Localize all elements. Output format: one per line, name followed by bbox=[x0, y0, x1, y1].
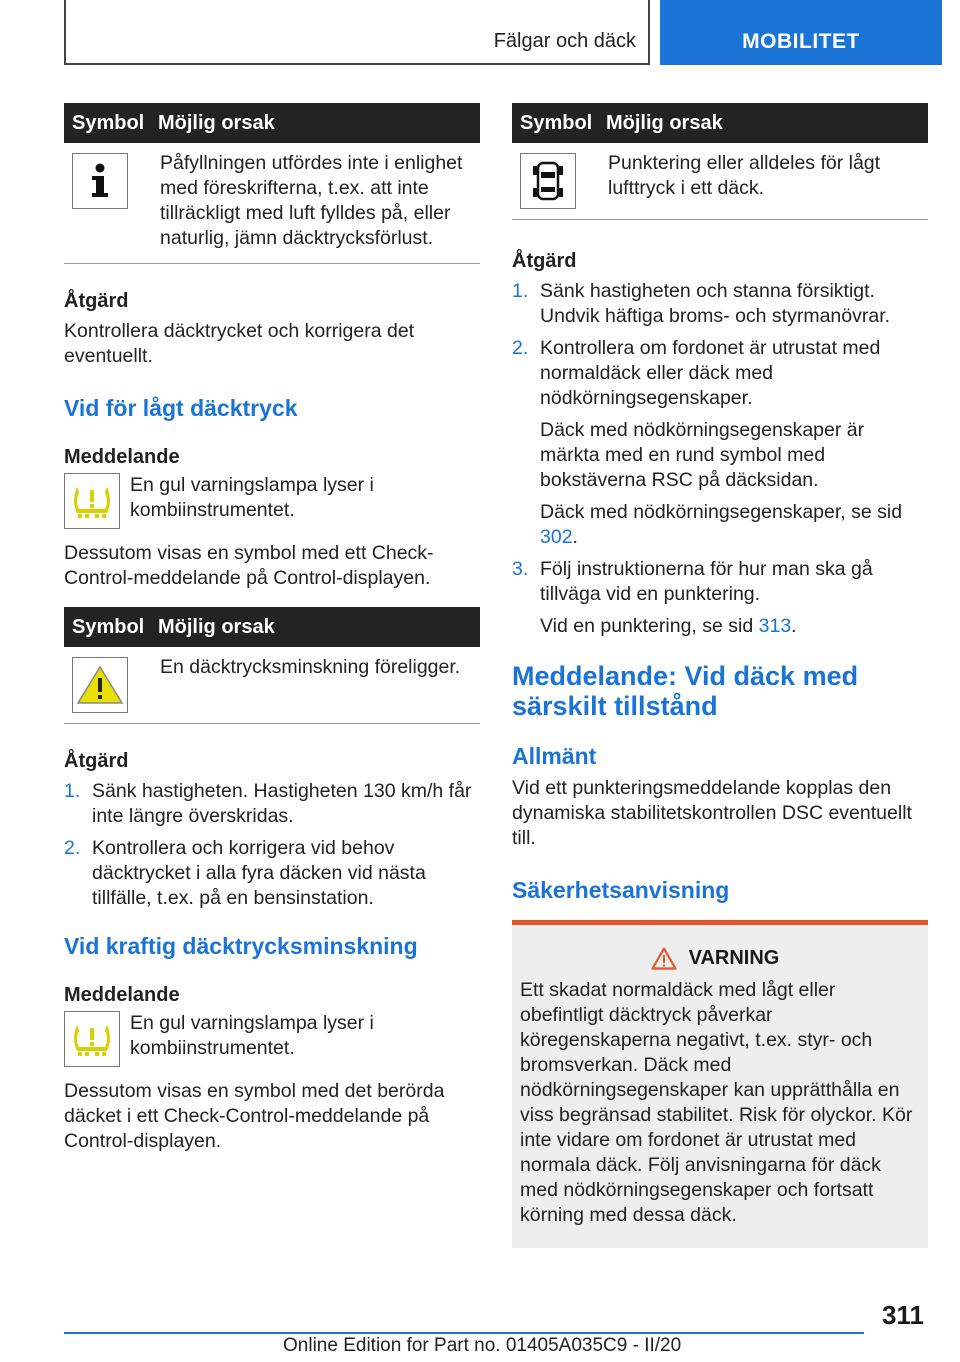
message-block bbox=[64, 1011, 480, 1067]
cause-text: Punktering eller alldeles för lågt lufttryck i ett däck. bbox=[608, 152, 881, 199]
message-label: Meddelande bbox=[64, 984, 180, 1006]
general-text: Vid ett punkteringsmeddelande kopplas den dynamiska stabilitetskontrollen DSC eventuellt till. bbox=[512, 777, 912, 849]
table-row bbox=[64, 143, 480, 264]
left-column bbox=[64, 103, 480, 1154]
table-cause-info bbox=[64, 103, 480, 264]
warning-title: VARNING bbox=[520, 947, 920, 970]
heading-low-pressure: Vid för lågt däcktryck bbox=[64, 395, 298, 421]
message-text: En gul varningslampa lyser i kombiinstrumentet. bbox=[130, 474, 374, 521]
col-symbol-header: Symbol bbox=[72, 111, 145, 134]
action-label: Åtgärd bbox=[512, 250, 577, 272]
list-item: 1. Sänk hastigheten och stanna försiktigt. Undvik häftiga broms- och styrmanövrar. bbox=[512, 280, 891, 327]
table-header bbox=[512, 103, 928, 143]
list-item: 3. Följ instruktionerna för hur man ska gå tillväga vid en punktering. Vid en punktering, se sid 313. bbox=[512, 558, 873, 637]
car-tire-icon bbox=[520, 153, 576, 209]
also-text: Dessutom visas en symbol med ett Check-Control-meddelande på Control-displayen. bbox=[64, 542, 434, 589]
table-header bbox=[64, 607, 480, 647]
message-text: En gul varningslampa lyser i kombiinstrumentet. bbox=[130, 1012, 374, 1059]
page-number: 311 bbox=[882, 1300, 924, 1330]
table-row bbox=[512, 143, 928, 220]
message-block bbox=[64, 473, 480, 529]
action-steps bbox=[64, 779, 480, 911]
table-header bbox=[64, 103, 480, 143]
warning-icon bbox=[651, 947, 677, 970]
info-icon bbox=[72, 153, 128, 209]
heading-general: Allmänt bbox=[512, 743, 597, 769]
list-item: 2. Kontrollera om fordonet är utrustat med normaldäck eller däck med nödkörningsegenskaper. Däck med nödkörningsegenskaper är märkta med en rund symbol med bokstäverna RSC på däcksidan. Däck med nödkörningsegenskaper, se sid 302. bbox=[512, 337, 903, 548]
warning-box bbox=[512, 920, 928, 1248]
right-column bbox=[512, 103, 928, 1248]
cause-text: En däcktrycksminskning föreligger. bbox=[160, 656, 461, 678]
table-row bbox=[64, 647, 480, 724]
warning-text: Ett skadat normaldäck med lågt eller obefintligt däcktryck påverkar köregenskaperna negativt, t.ex. styr- och bromsverkan. Däck med nödkörningsegenskaper kan upprätthålla en viss begränsad stabilitet. Risk för olyckor. Kör inte vidare om fordonet är utrustat med normala däck. Följ anvisningarna för däck med nödkörningsegenskaper och fortsatt körning med dessa däck. bbox=[520, 979, 913, 1226]
warning-triangle-icon bbox=[72, 657, 128, 713]
heading-strong-loss: Vid kraftig däcktrycksminskning bbox=[64, 933, 418, 959]
page-link-313[interactable]: 313 bbox=[758, 615, 792, 637]
list-item: 2. Kontrollera och korrigera vid behov däcktrycket i alla fyra däcken vid nästa tillfälle, t.ex. på en bensinstation. bbox=[64, 837, 426, 909]
table-puncture bbox=[512, 103, 928, 220]
tpms-warning-icon bbox=[64, 1011, 120, 1067]
col-cause-header: Möjlig orsak bbox=[158, 111, 275, 134]
also-text: Dessutom visas en symbol med det berörda däcket i ett Check-Control-meddelande på Control-displayen. bbox=[64, 1080, 445, 1152]
heading-safety: Säkerhetsanvisning bbox=[512, 877, 730, 903]
col-cause-header: Möjlig orsak bbox=[158, 615, 275, 638]
action-label: Åtgärd bbox=[64, 290, 129, 312]
col-symbol-header: Symbol bbox=[520, 111, 593, 134]
message-label: Meddelande bbox=[64, 446, 180, 468]
table-low-pressure bbox=[64, 607, 480, 724]
cause-text: Påfyllningen utfördes inte i enlighet med föreskrifterna, t.ex. att inte tillräckligt med luft fylldes på, eller naturlig, jämn däcktrycksförlust. bbox=[160, 152, 463, 249]
section-title: Fälgar och däck bbox=[493, 30, 636, 52]
edition-text: Online Edition for Part no. 01405A035C9 - II/20 bbox=[283, 1335, 682, 1356]
list-item: 1. Sänk hastigheten. Hastigheten 130 km/h får inte längre överskridas. bbox=[64, 780, 472, 827]
page-link-302[interactable]: 302 bbox=[540, 526, 573, 548]
tpms-warning-icon bbox=[64, 473, 120, 529]
action-text: Kontrollera däcktrycket och korrigera det eventuellt. bbox=[64, 320, 415, 367]
heading-special-tires: Meddelande: Vid däck med särskilt tillstånd bbox=[512, 661, 859, 721]
action-label: Åtgärd bbox=[64, 750, 129, 772]
col-symbol-header: Symbol bbox=[72, 615, 145, 638]
col-cause-header: Möjlig orsak bbox=[606, 111, 723, 134]
chapter-tab[interactable]: MOBILITET bbox=[660, 0, 942, 65]
action-steps bbox=[512, 279, 928, 639]
footer-divider bbox=[64, 1332, 864, 1334]
